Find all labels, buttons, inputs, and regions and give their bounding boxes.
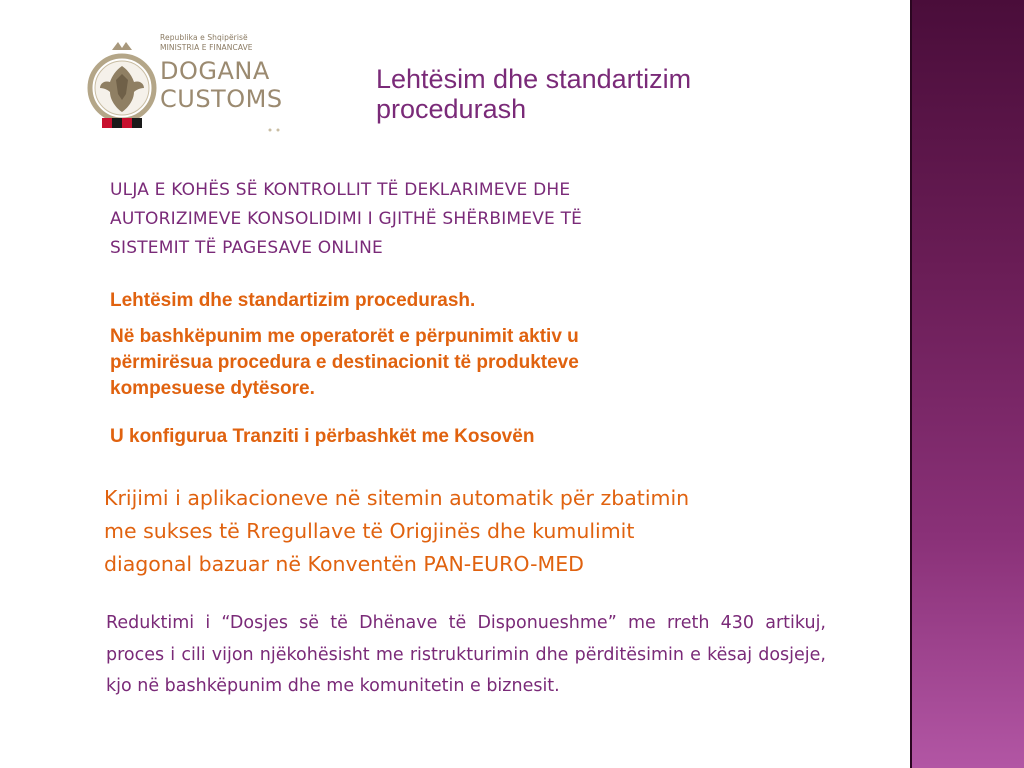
bullet-3-text: U konfigurua Tranziti i përbashkët me Kosovën [110, 426, 535, 447]
heading-line2: AUTORIZIMEVE KONSOLIDIMI I GJITHË SHËRBIMEVE TË [110, 209, 583, 229]
slide-title-line2: procedurash [376, 94, 527, 124]
logo-ministry-text [160, 33, 253, 53]
logo-word-customs: CUSTOMS [160, 85, 283, 113]
section-heading [110, 176, 810, 263]
slide-title-line1: Lehtësim dhe standartizim [376, 64, 692, 94]
bullet-2-line3: kompesuese dytësore. [110, 378, 315, 399]
logo-word-dogana: DOGANA [160, 57, 270, 85]
side-band-edge [910, 0, 912, 768]
bullet-item-2 [110, 324, 810, 402]
bullet-item-1 [110, 288, 810, 314]
bullet-item-3 [110, 424, 810, 450]
decorative-side-band [912, 0, 1024, 768]
bullet-2-line2: përmirësua procedura e destinacionit të produkteve [110, 352, 579, 373]
logo-ministry-line1: Republika e Shqipërisë [160, 33, 248, 42]
heading-line1: ULJA E KOHËS SË KONTROLLIT TË DEKLARIMEVE DHE [110, 180, 571, 200]
paragraph-orange-line3: diagonal bazuar në Konventën PAN-EURO-MED [104, 552, 584, 576]
paragraph-orange-line1: Krijimi i aplikacioneve në sitemin automatik për zbatimin [104, 486, 690, 510]
logo-ministry-line2: MINISTRIA E FINANCAVE [160, 43, 253, 52]
paragraph-data-dossier: Reduktimi i “Dosjes së të Dhënave të Disponueshme” me rreth 430 artikuj, proces i cili vijon njëkohësisht me ristrukturimin dhe përditësimin e kësaj dosjeje, kjo në bashkëpunim dhe me komunitetin e biznesit. [106, 613, 826, 696]
bullet-1-text: Lehtësim dhe standartizim procedurash. [110, 290, 476, 311]
paragraph-orange-line2: me sukses të Rregullave të Origjinës dhe kumulimit [104, 519, 635, 543]
slide-title [376, 64, 856, 124]
paragraph-origin-rules [104, 482, 894, 581]
heading-line3: SISTEMIT TË PAGESAVE ONLINE [110, 238, 383, 258]
bullet-2-line1: Në bashkëpunim me operatorët e përpunimit aktiv u [110, 326, 579, 347]
